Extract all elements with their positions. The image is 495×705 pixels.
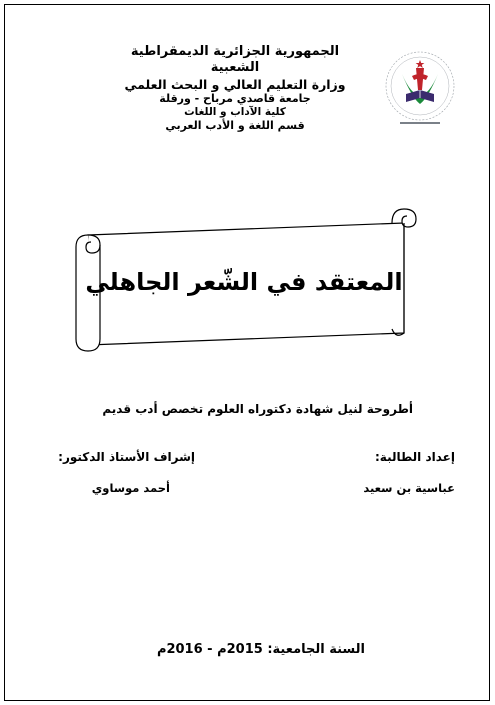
department-name: قسم اللغة و الأدب العربي [165,119,305,132]
student-name: عباسية بن سعيد [363,481,455,495]
thesis-description: أطروحة لنيل شهادة دكتوراه العلوم تخصص أدب قديم [102,402,413,416]
prepared-by-label: إعداد الطالبة: [375,450,455,464]
faculty-name: كلية الآداب و اللغات [184,105,286,118]
supervisor-label: إشراف الأستاذ الدكتور: [58,450,195,464]
republic-name: الجمهورية الجزائرية الديمقراطية الشعبية [130,44,340,76]
institution-header [115,44,355,133]
thesis-title: المعتقد في الشّعر الجاهلي [85,268,403,296]
university-logo-icon [372,46,468,130]
university-name: جامعة قاصدي مرباح - ورقلة [159,92,311,106]
academic-year: السنة الجامعية: 2015م - 2016م [156,642,365,657]
supervisor-name: أحمد موساوي [91,481,170,495]
ministry-name: وزارة التعليم العالي و البحث العلمي [124,76,346,92]
